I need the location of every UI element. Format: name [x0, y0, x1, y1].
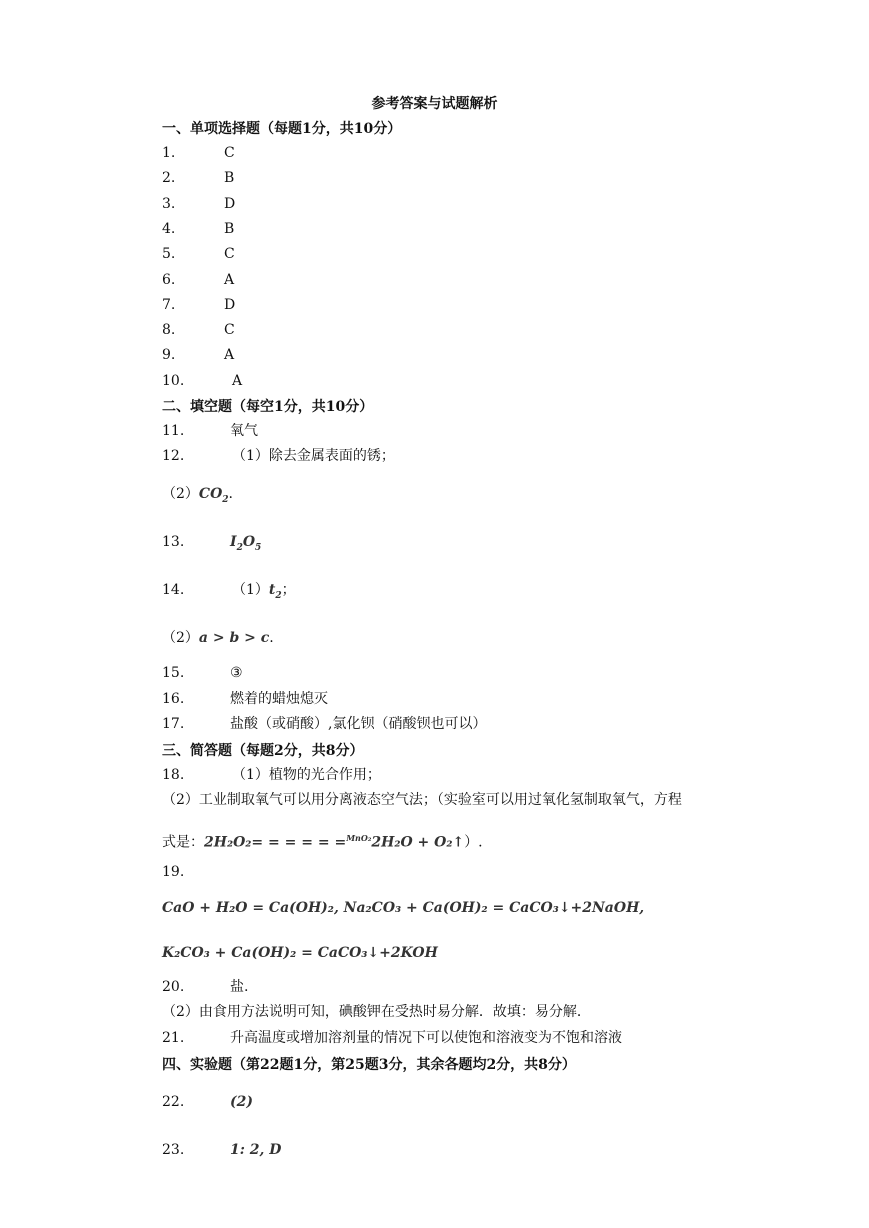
answer-choice: D [224, 297, 236, 313]
answer-choice: A [224, 347, 235, 363]
question-number: 17. [162, 716, 185, 732]
answer-choice: B [224, 221, 235, 237]
question-number: 18. [162, 767, 185, 783]
answer-text: 盐. [230, 979, 249, 995]
answer-14-part-2: （2）a > b > c. [162, 630, 274, 646]
answer-choice: C [224, 145, 235, 161]
answer-text: 盐酸（或硝酸）,氯化钡（硝酸钡也可以） [230, 716, 487, 732]
answer-choice: C [224, 322, 235, 338]
answer-choice: C [224, 246, 235, 262]
answer-choice: A [224, 272, 235, 288]
question-number: 9. [162, 347, 176, 363]
section-heading-multiple-choice: 一、单项选择题（每题1分，共10分） [162, 121, 402, 137]
question-number: 8. [162, 322, 176, 338]
section-heading-fill-in: 二、填空题（每空1分，共10分） [162, 399, 374, 415]
answer-text: (2) [230, 1094, 253, 1110]
answer-text: $(1)t_2$； [232, 582, 296, 601]
question-number: 15. [162, 665, 185, 681]
answer-text: 升高温度或增加溶剂量的情况下可以使饱和溶液变为不饱和溶液 [230, 1030, 622, 1046]
question-number: 5. [162, 246, 176, 262]
question-number: 6. [162, 272, 176, 288]
question-number: 23. [162, 1142, 185, 1158]
answer-text: （1）除去金属表面的锈； [232, 448, 395, 464]
answer-choice: B [224, 170, 235, 186]
question-number: 3. [162, 196, 176, 212]
answer-text: （1）植物的光合作用； [232, 767, 381, 783]
answer-18-equation: 式是：2H₂O₂= = = = = =$^{MnO_2}$2H₂O + O₂↑）. [162, 833, 483, 851]
question-number: 14. [162, 582, 185, 598]
question-number: 1. [162, 145, 176, 161]
answer-text: 1: 2, D [230, 1142, 282, 1158]
equation-19-line-1: CaO + H₂O = Ca(OH)₂, Na₂CO₃ + Ca(OH)₂ = CaCO₃↓+2NaOH, [162, 900, 645, 916]
formula-co2: $CO_2$ [198, 486, 229, 505]
question-number: 19. [162, 864, 185, 880]
question-number: 2. [162, 170, 176, 186]
formula-i2o5: $I_2O_5$ [230, 534, 262, 553]
question-number: 20. [162, 979, 185, 995]
question-number: 4. [162, 221, 176, 237]
answer-18-part-2: （2）工业制取氧气可以用分离液态空气法；（实验室可以用过氧化氢制取氧气，方程 [162, 792, 682, 808]
answer-choice: D [224, 196, 236, 212]
answer-text: 燃着的蜡烛熄灭 [230, 691, 328, 707]
answer-text: 氧气 [230, 423, 258, 439]
equation-19-line-2: K₂CO₃ + Ca(OH)₂ = CaCO₃↓+2KOH [162, 945, 438, 961]
section-heading-experiment: 四、实验题（第22题1分，第25题3分，其余各题均2分，共8分） [162, 1057, 576, 1073]
answer-text: ③ [230, 665, 243, 681]
question-number: 22. [162, 1094, 185, 1110]
page-title: 参考答案与试题解析 [371, 96, 498, 112]
question-number: 11. [162, 423, 185, 439]
question-number: 12. [162, 448, 185, 464]
question-number: 7. [162, 297, 176, 313]
section-heading-short-answer: 三、简答题（每题2分，共8分） [162, 743, 364, 759]
answer-12-part-2: $(2)CO_2$. [162, 486, 233, 505]
question-number: 16. [162, 691, 185, 707]
answer-20-part-2: （2）由食用方法说明可知，碘酸钾在受热时易分解．故填：易分解． [162, 1004, 591, 1020]
question-number: 21. [162, 1030, 185, 1046]
answer-choice: A [232, 373, 243, 389]
question-number: 10. [162, 373, 185, 389]
question-number: 13. [162, 534, 185, 550]
